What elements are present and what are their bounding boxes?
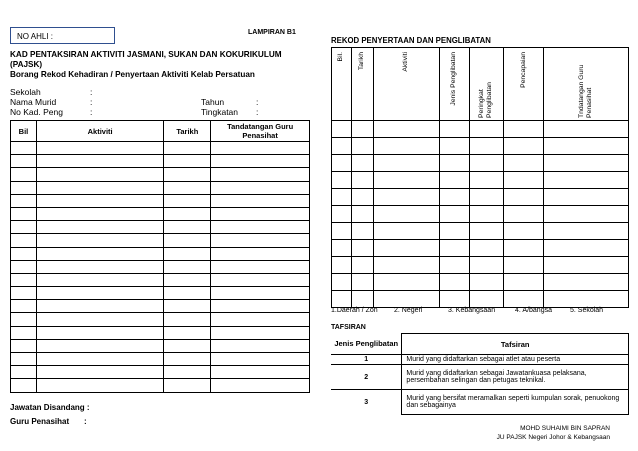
rekod-title: REKOD PENYERTAAN DAN PENGLIBATAN <box>331 36 491 45</box>
rekod-col-aktiviti: Aktiviti <box>373 48 439 121</box>
rekod-cell[interactable] <box>351 274 373 291</box>
attendance-cell[interactable] <box>211 181 310 194</box>
rekod-cell[interactable] <box>332 189 352 206</box>
attendance-cell[interactable] <box>164 260 211 273</box>
rekod-cell[interactable] <box>469 291 504 308</box>
no-ahli-label: NO AHLI : <box>17 32 54 41</box>
attendance-cell[interactable] <box>164 247 211 260</box>
attendance-cell[interactable] <box>11 142 37 155</box>
colon-tahun: : <box>256 97 259 107</box>
attendance-cell[interactable] <box>164 353 211 366</box>
rekod-cell[interactable] <box>332 291 352 308</box>
rekod-cell[interactable] <box>439 223 469 240</box>
tafsiran-jenis-2: 2 <box>331 365 402 390</box>
rekod-table <box>331 47 629 308</box>
col-aktiviti: Aktiviti <box>36 121 163 142</box>
attendance-cell[interactable] <box>36 260 163 273</box>
attendance-row <box>11 207 310 220</box>
attendance-cell[interactable] <box>36 221 163 234</box>
attendance-cell[interactable] <box>11 234 37 247</box>
attendance-cell[interactable] <box>211 287 310 300</box>
attendance-cell[interactable] <box>11 379 37 392</box>
rekod-cell[interactable] <box>332 223 352 240</box>
attendance-cell[interactable] <box>211 313 310 326</box>
attendance-cell[interactable] <box>211 339 310 352</box>
attendance-cell[interactable] <box>11 181 37 194</box>
attendance-row <box>11 194 310 207</box>
rekod-cell[interactable] <box>469 274 504 291</box>
attendance-cell[interactable] <box>211 260 310 273</box>
attendance-cell[interactable] <box>11 168 37 181</box>
jawatan-label: Jawatan Disandang : <box>10 403 90 412</box>
rekod-cell[interactable] <box>351 223 373 240</box>
guru-colon: : <box>84 417 87 426</box>
rekod-cell[interactable] <box>373 189 439 206</box>
tafsiran-table <box>331 333 629 415</box>
rekod-row <box>332 240 629 257</box>
attendance-row <box>11 155 310 168</box>
tafsiran-title: TAFSIRAN <box>331 324 366 331</box>
author-name: MOHD SUHAIMI BIN SAPRAN <box>520 425 610 432</box>
attendance-cell[interactable] <box>36 379 163 392</box>
col-bil: Bil <box>11 121 37 142</box>
rekod-cell[interactable] <box>351 257 373 274</box>
attendance-cell[interactable] <box>211 234 310 247</box>
rekod-cell[interactable] <box>439 291 469 308</box>
rekod-cell[interactable] <box>373 274 439 291</box>
attendance-cell[interactable] <box>11 207 37 220</box>
label-tingkatan: Tingkatan <box>201 107 239 117</box>
rekod-row <box>332 206 629 223</box>
rekod-cell[interactable] <box>504 155 544 172</box>
attendance-cell[interactable] <box>11 221 37 234</box>
rekod-cell[interactable] <box>544 223 629 240</box>
attendance-cell[interactable] <box>164 181 211 194</box>
attendance-cell[interactable] <box>11 194 37 207</box>
attendance-cell[interactable] <box>211 168 310 181</box>
col-tandatangan: Tandatangan Guru Penasihat <box>211 121 310 142</box>
rekod-cell[interactable] <box>469 138 504 155</box>
rekod-cell[interactable] <box>544 291 629 308</box>
level-4: 4. A/bangsa <box>515 307 552 314</box>
rekod-cell[interactable] <box>351 291 373 308</box>
rekod-cell[interactable] <box>504 274 544 291</box>
attendance-cell[interactable] <box>211 326 310 339</box>
attendance-cell[interactable] <box>11 155 37 168</box>
rekod-cell[interactable] <box>544 121 629 138</box>
attendance-cell[interactable] <box>164 339 211 352</box>
rekod-row <box>332 257 629 274</box>
rekod-cell[interactable] <box>439 257 469 274</box>
rekod-cell[interactable] <box>544 155 629 172</box>
rekod-cell[interactable] <box>544 172 629 189</box>
attendance-cell[interactable] <box>164 194 211 207</box>
level-5: 5. Sekolah <box>570 307 604 314</box>
attendance-table <box>10 120 310 393</box>
attendance-cell[interactable] <box>211 273 310 286</box>
attendance-cell[interactable] <box>11 339 37 352</box>
rekod-cell[interactable] <box>469 206 504 223</box>
rekod-cell[interactable] <box>373 240 439 257</box>
tafsiran-desc-3: Murid yang bersifat meramalkan seperti kumpulan sorak, penuokong dan sebagainya <box>402 390 629 415</box>
rekod-cell[interactable] <box>504 257 544 274</box>
rekod-cell[interactable] <box>504 240 544 257</box>
attendance-cell[interactable] <box>211 379 310 392</box>
rekod-cell[interactable] <box>332 257 352 274</box>
rekod-cell[interactable] <box>373 206 439 223</box>
rekod-cell[interactable] <box>544 257 629 274</box>
rekod-cell[interactable] <box>439 155 469 172</box>
attendance-row <box>11 142 310 155</box>
attendance-cell[interactable] <box>36 353 163 366</box>
no-ahli-box[interactable] <box>10 27 115 44</box>
attendance-cell[interactable] <box>164 366 211 379</box>
rekod-cell[interactable] <box>469 223 504 240</box>
attendance-cell[interactable] <box>211 194 310 207</box>
rekod-col-pencapaian: Pencapaian <box>504 48 544 121</box>
rekod-cell[interactable] <box>544 274 629 291</box>
attendance-cell[interactable] <box>36 155 163 168</box>
rekod-cell[interactable] <box>469 155 504 172</box>
attendance-row <box>11 221 310 234</box>
label-tahun: Tahun <box>201 97 225 107</box>
attendance-cell[interactable] <box>11 313 37 326</box>
rekod-cell[interactable] <box>351 155 373 172</box>
colon-sekolah: : <box>90 87 93 97</box>
attendance-cell[interactable] <box>36 207 163 220</box>
attendance-cell[interactable] <box>36 300 163 313</box>
rekod-cell[interactable] <box>544 189 629 206</box>
attendance-cell[interactable] <box>11 366 37 379</box>
rekod-row <box>332 274 629 291</box>
attendance-cell[interactable] <box>164 273 211 286</box>
attendance-row <box>11 339 310 352</box>
colon-nama: : <box>90 97 93 107</box>
attendance-row <box>11 326 310 339</box>
rekod-cell[interactable] <box>332 240 352 257</box>
rekod-row <box>332 121 629 138</box>
rekod-row <box>332 223 629 240</box>
rekod-cell[interactable] <box>504 223 544 240</box>
colon-no-kad: : <box>90 107 93 117</box>
attendance-row <box>11 168 310 181</box>
attendance-row <box>11 353 310 366</box>
attendance-row <box>11 273 310 286</box>
rekod-cell[interactable] <box>504 291 544 308</box>
level-3: 3. Kebangsaan <box>448 307 496 314</box>
rekod-row <box>332 155 629 172</box>
attendance-cell[interactable] <box>36 181 163 194</box>
rekod-cell[interactable] <box>351 240 373 257</box>
rekod-cell[interactable] <box>469 189 504 206</box>
attendance-cell[interactable] <box>11 273 37 286</box>
rekod-cell[interactable] <box>439 274 469 291</box>
label-no-kad: No Kad. Peng <box>10 107 63 117</box>
rekod-cell[interactable] <box>332 172 352 189</box>
attendance-cell[interactable] <box>11 326 37 339</box>
attendance-cell[interactable] <box>164 221 211 234</box>
rekod-row <box>332 291 629 308</box>
rekod-cell[interactable] <box>373 155 439 172</box>
rekod-cell[interactable] <box>544 240 629 257</box>
rekod-cell[interactable] <box>504 138 544 155</box>
rekod-cell[interactable] <box>544 138 629 155</box>
attendance-cell[interactable] <box>164 155 211 168</box>
attendance-cell[interactable] <box>36 168 163 181</box>
rekod-cell[interactable] <box>373 172 439 189</box>
rekod-cell[interactable] <box>439 240 469 257</box>
attendance-cell[interactable] <box>36 366 163 379</box>
attendance-cell[interactable] <box>211 247 310 260</box>
attendance-cell[interactable] <box>164 168 211 181</box>
rekod-cell[interactable] <box>332 274 352 291</box>
rekod-row <box>332 172 629 189</box>
rekod-cell[interactable] <box>373 223 439 240</box>
rekod-cell[interactable] <box>332 206 352 223</box>
rekod-cell[interactable] <box>439 189 469 206</box>
rekod-col-tarikh: Tarikh <box>351 48 373 121</box>
attendance-cell[interactable] <box>164 313 211 326</box>
attendance-cell[interactable] <box>36 339 163 352</box>
tafsiran-col-tafsiran: Tafsiran <box>402 334 629 355</box>
rekod-cell[interactable] <box>469 257 504 274</box>
tafsiran-desc-2: Murid yang didaftarkan sebagai Jawatankuasa pelaksana, persembahan selingan dan petugas teknikal. <box>402 365 629 390</box>
rekod-row <box>332 189 629 206</box>
lampiran-label: LAMPIRAN B1 <box>248 29 296 36</box>
rekod-cell[interactable] <box>469 172 504 189</box>
tafsiran-jenis-1: 1 <box>331 355 402 365</box>
rekod-cell[interactable] <box>351 206 373 223</box>
rekod-col-peringkat: Peringkat Penglibatan <box>469 48 504 121</box>
attendance-cell[interactable] <box>36 142 163 155</box>
rekod-cell[interactable] <box>469 240 504 257</box>
rekod-cell[interactable] <box>332 138 352 155</box>
rekod-cell[interactable] <box>504 121 544 138</box>
attendance-cell[interactable] <box>36 247 163 260</box>
tafsiran-col-jenis: Jenis Penglibatan <box>331 334 402 355</box>
attendance-cell[interactable] <box>164 300 211 313</box>
rekod-cell[interactable] <box>373 138 439 155</box>
attendance-row <box>11 379 310 392</box>
rekod-cell[interactable] <box>439 172 469 189</box>
guru-label: Guru Penasihat <box>10 417 70 426</box>
rekod-cell[interactable] <box>351 138 373 155</box>
tafsiran-jenis-3: 3 <box>331 390 402 415</box>
rekod-col-jenis: Jenis Penglibatan <box>439 48 469 121</box>
attendance-row <box>11 300 310 313</box>
attendance-row <box>11 260 310 273</box>
attendance-cell[interactable] <box>164 142 211 155</box>
author-org: JU PAJSK Negeri Johor & Kebangsaan <box>496 434 610 441</box>
tafsiran-desc-1: Murid yang didaftarkan sebagai atlet atau peserta <box>402 355 629 365</box>
rekod-cell[interactable] <box>439 138 469 155</box>
attendance-cell[interactable] <box>211 155 310 168</box>
rekod-cell[interactable] <box>544 206 629 223</box>
attendance-row <box>11 234 310 247</box>
rekod-cell[interactable] <box>469 121 504 138</box>
attendance-cell[interactable] <box>164 287 211 300</box>
attendance-cell[interactable] <box>36 326 163 339</box>
attendance-row <box>11 247 310 260</box>
rekod-cell[interactable] <box>439 121 469 138</box>
attendance-cell[interactable] <box>36 234 163 247</box>
attendance-cell[interactable] <box>164 326 211 339</box>
form-title: KAD PENTAKSIRAN AKTIVITI JASMANI, SUKAN DAN KOKURIKULUM (PAJSK) <box>10 50 282 69</box>
rekod-cell[interactable] <box>504 189 544 206</box>
form-subtitle: Borang Rekod Kehadiran / Penyertaan Aktiviti Kelab Persatuan <box>10 70 255 79</box>
attendance-row <box>11 181 310 194</box>
rekod-cell[interactable] <box>373 257 439 274</box>
attendance-cell[interactable] <box>11 353 37 366</box>
attendance-cell[interactable] <box>164 207 211 220</box>
attendance-cell[interactable] <box>211 207 310 220</box>
attendance-cell[interactable] <box>11 247 37 260</box>
rekod-cell[interactable] <box>351 172 373 189</box>
label-nama-murid: Nama Murid <box>10 97 57 107</box>
attendance-cell[interactable] <box>211 366 310 379</box>
attendance-cell[interactable] <box>211 353 310 366</box>
attendance-cell[interactable] <box>36 194 163 207</box>
rekod-cell[interactable] <box>351 121 373 138</box>
rekod-cell[interactable] <box>332 155 352 172</box>
attendance-cell[interactable] <box>211 221 310 234</box>
attendance-row <box>11 313 310 326</box>
rekod-col-tandatangan: Tndatangan Guru Penasihat <box>544 48 629 121</box>
attendance-cell[interactable] <box>11 300 37 313</box>
colon-tingkatan: : <box>256 107 259 117</box>
rekod-cell[interactable] <box>439 206 469 223</box>
rekod-cell[interactable] <box>373 291 439 308</box>
attendance-cell[interactable] <box>11 287 37 300</box>
attendance-cell[interactable] <box>211 300 310 313</box>
rekod-cell[interactable] <box>332 121 352 138</box>
label-sekolah: Sekolah <box>10 87 41 97</box>
attendance-cell[interactable] <box>164 234 211 247</box>
attendance-cell[interactable] <box>211 142 310 155</box>
level-2: 2. Negeri <box>394 307 423 314</box>
attendance-cell[interactable] <box>164 379 211 392</box>
rekod-col-bil: Bil. <box>332 48 352 121</box>
attendance-cell[interactable] <box>36 273 163 286</box>
rekod-row <box>332 138 629 155</box>
attendance-cell[interactable] <box>36 287 163 300</box>
col-tarikh: Tarikh <box>164 121 211 142</box>
rekod-cell[interactable] <box>373 121 439 138</box>
level-1: 1.Daerah / Zon <box>331 307 378 314</box>
rekod-cell[interactable] <box>351 189 373 206</box>
attendance-cell[interactable] <box>36 313 163 326</box>
rekod-cell[interactable] <box>504 206 544 223</box>
rekod-cell[interactable] <box>504 172 544 189</box>
attendance-row <box>11 287 310 300</box>
attendance-cell[interactable] <box>11 260 37 273</box>
attendance-row <box>11 366 310 379</box>
